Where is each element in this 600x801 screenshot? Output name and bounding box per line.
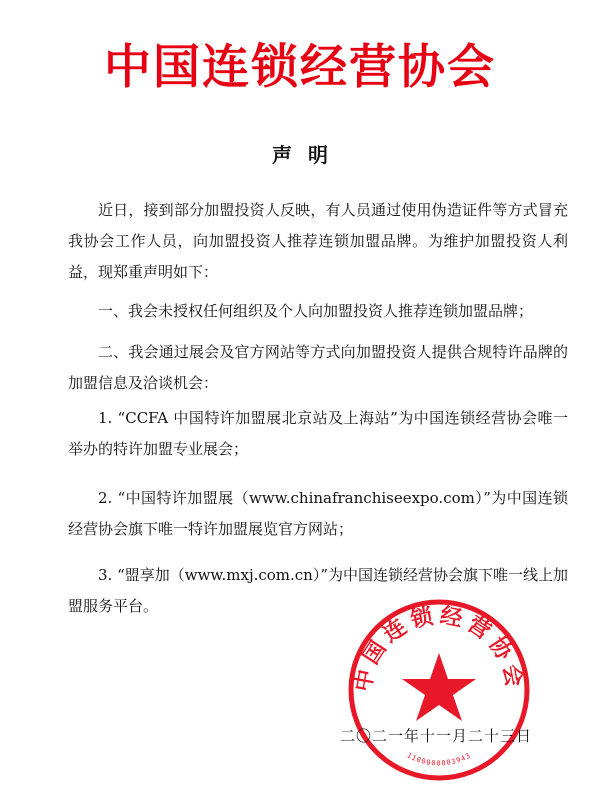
official-seal-icon — [346, 597, 532, 783]
svg-text:1100000003943 — [406, 751, 473, 767]
organization-title: 中国连锁经营协会 — [104, 40, 496, 95]
seal-text: 中国连锁经营协会 — [350, 603, 528, 694]
document-date: 二〇二一年十一月二十三日 — [340, 727, 533, 745]
paragraph-text: 一、我会未授权任何组织及个人向加盟投资人推荐连锁加盟品牌； — [98, 302, 534, 320]
document-heading: 声明 — [272, 143, 344, 167]
paragraph-text: 二、我会通过展会及官方网站等方式向加盟投资人提供合规特许品牌的加盟信息及洽谈机会： — [68, 343, 568, 392]
paragraph-item-2 — [68, 337, 568, 399]
paragraph-text: 3. “盟享加（www.mxj.com.cn）”为中国连锁经营协会旗下唯一线上加盟服务平台。 — [68, 566, 569, 615]
paragraph-text: 2. “中国特许加盟展（www.chinafranchiseexpo.com）”为中国连锁经营协会旗下唯一特许加盟展览官方网站； — [68, 489, 568, 538]
seal-star-icon — [402, 653, 476, 721]
sub-item-2 — [68, 483, 568, 545]
paragraph-item-1 — [68, 296, 568, 327]
paragraph-text: 近日，接到部分加盟投资人反映，有人员通过使用伪造证件等方式冒充我协会工作人员，向加盟投资人推荐连锁加盟品牌。为维护加盟投资人利益，现郑重声明如下： — [68, 201, 568, 281]
seal-number: 1100000003943 — [405, 751, 473, 768]
sub-item-1 — [68, 403, 568, 465]
paragraph-intro — [68, 195, 568, 288]
paragraph-text: 1. “CCFA 中国特许加盟展北京站及上海站”为中国连锁经营协会唯一举办的特许加盟专业展会； — [68, 409, 568, 458]
